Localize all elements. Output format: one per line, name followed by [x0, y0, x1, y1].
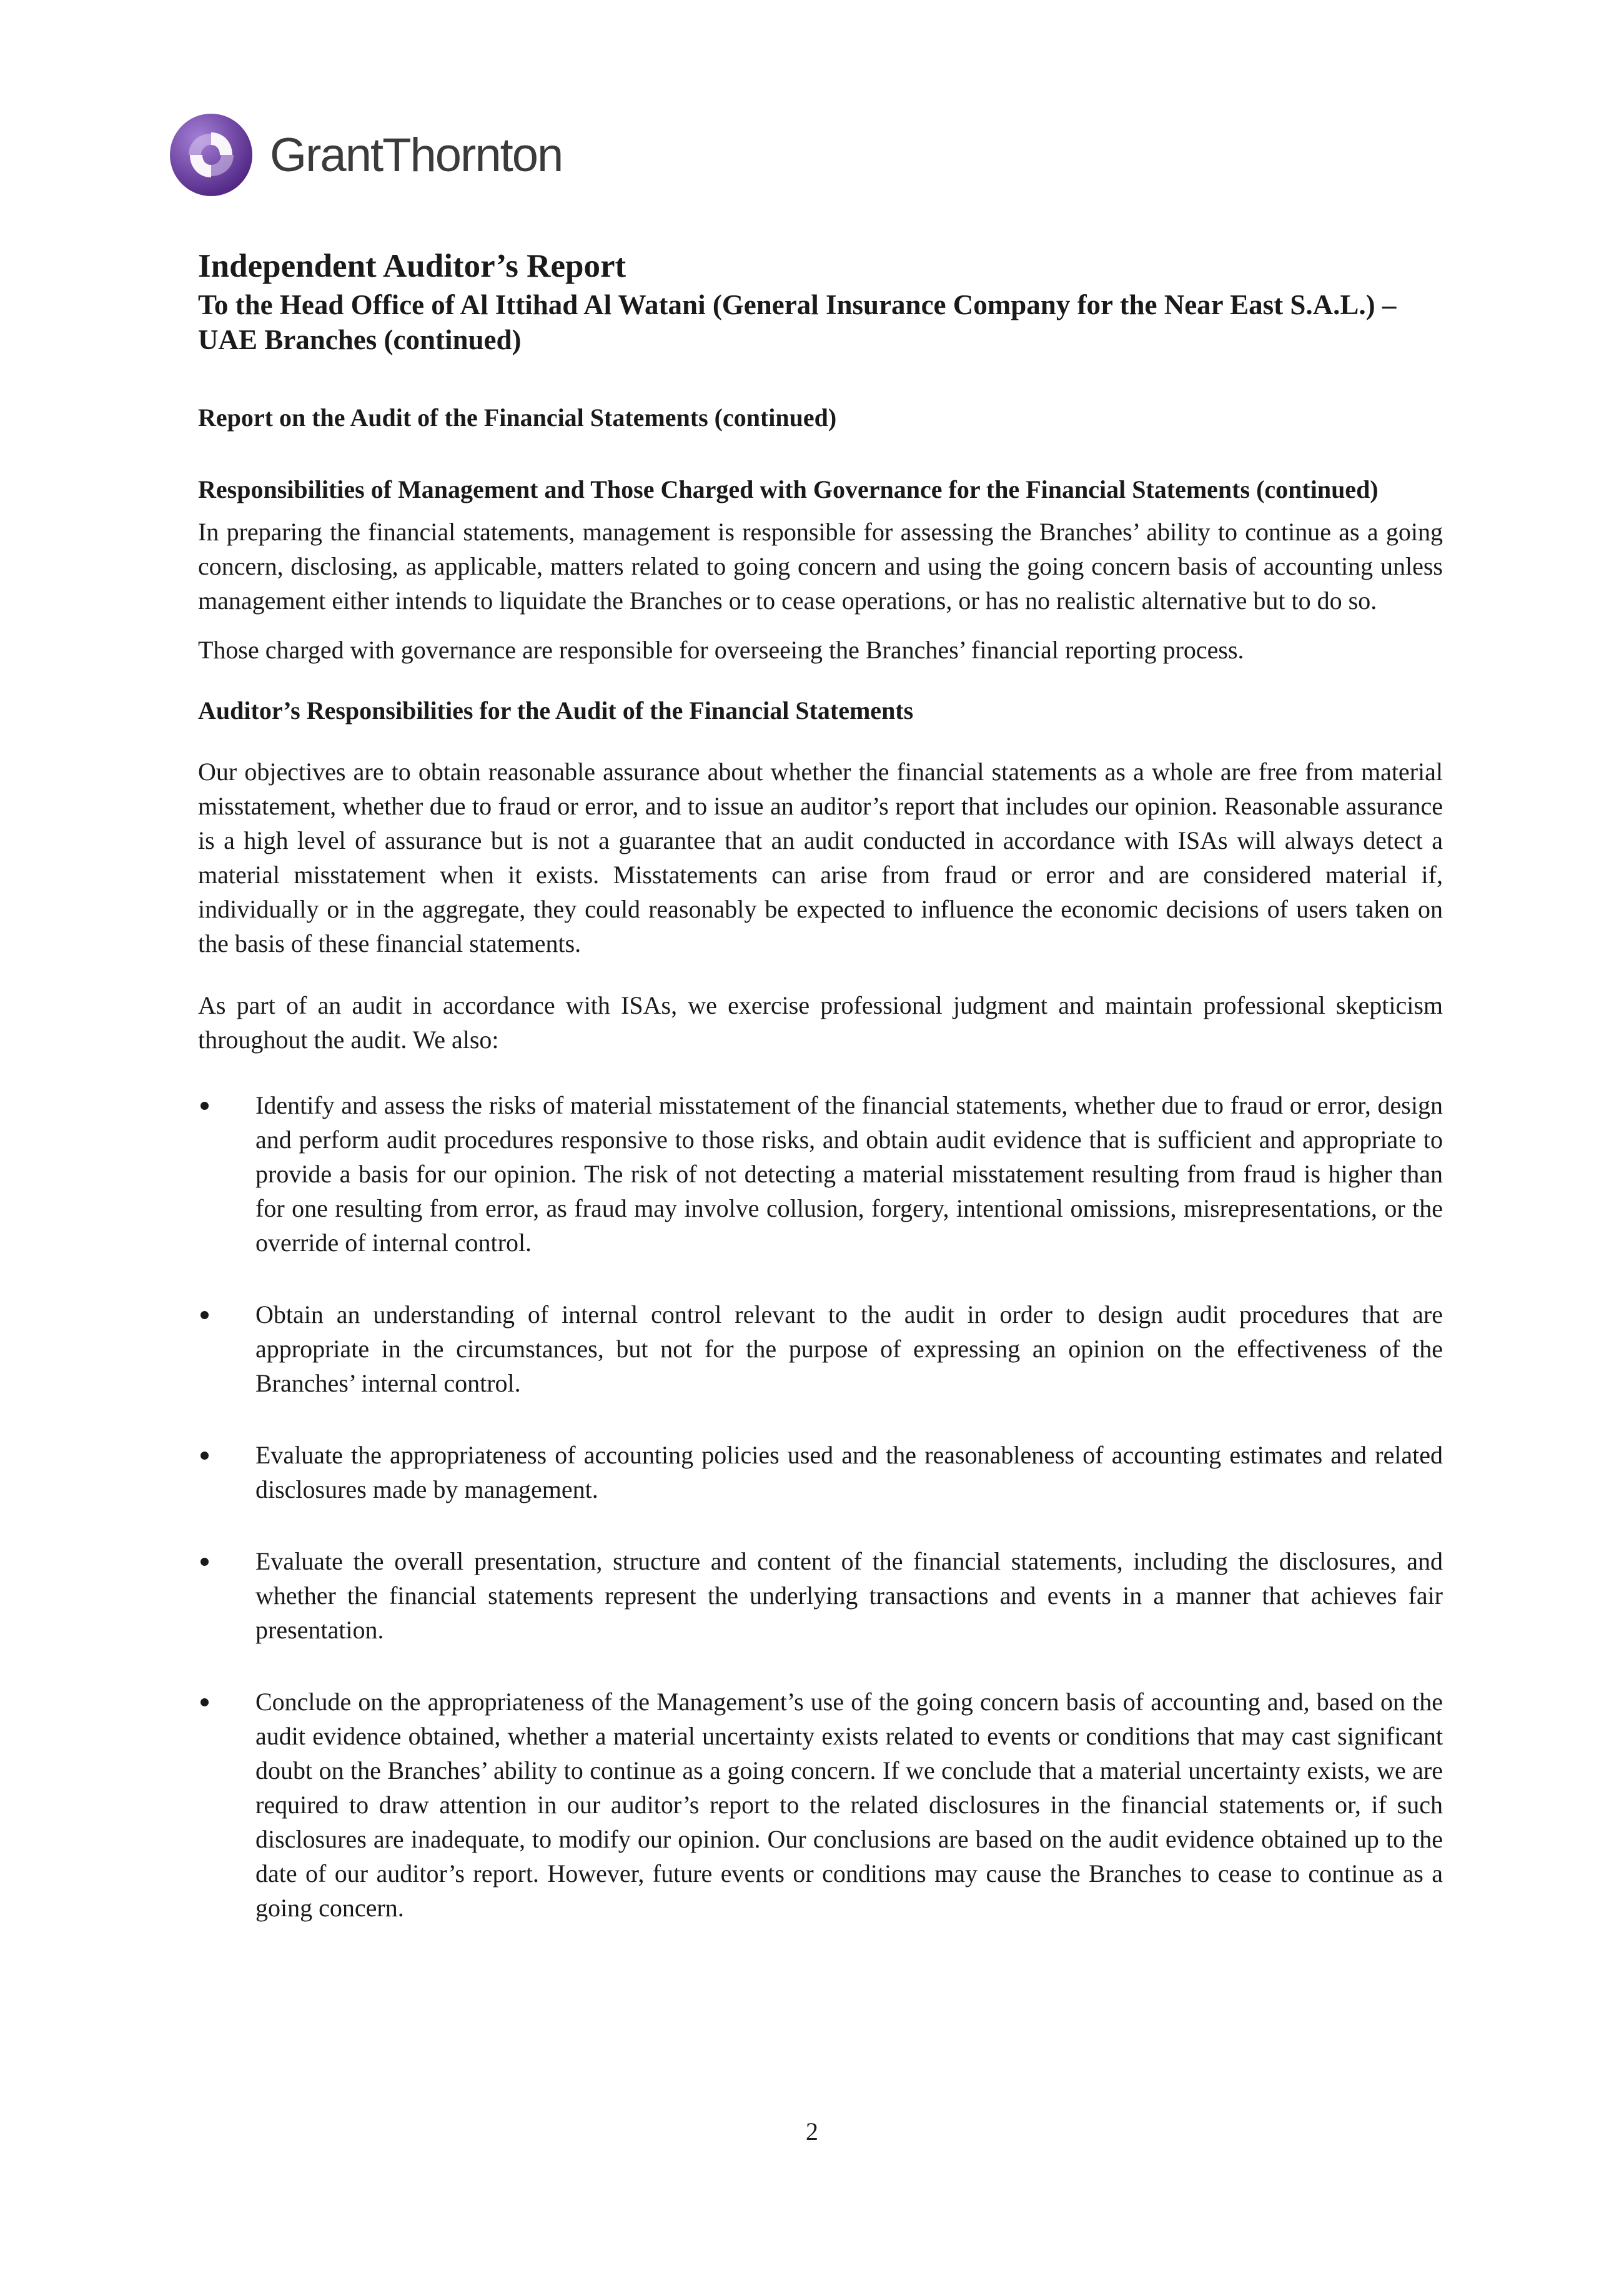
bullet-icon — [201, 1698, 209, 1706]
page-number: 2 — [806, 2117, 818, 2145]
auditor-responsibilities-list — [198, 1088, 1443, 1925]
report-section-heading: Report on the Audit of the Financial Statements (continued) — [198, 403, 837, 432]
management-paragraph-going-concern: In preparing the financial statements, management is responsible for assessing the Branches’ ability to continue as a going concern, disclosing, as applicable, matters related to going concern and using the going concern basis of accounting unless management either intends to liquidate the Branches or to cease operations, or has no realistic alternative but to do so. — [198, 518, 1443, 615]
company-logo — [167, 111, 562, 199]
management-paragraph-governance: Those charged with governance are responsible for overseeing the Branches’ financial reporting process. — [198, 636, 1244, 664]
bullet-icon — [201, 1102, 209, 1110]
auditor-responsibilities-heading: Auditor’s Responsibilities for the Audit of the Financial Statements — [198, 696, 914, 725]
list-item — [198, 1297, 1443, 1400]
list-item — [198, 1438, 1443, 1507]
list-item — [198, 1544, 1443, 1647]
grant-thornton-logo-icon — [167, 111, 255, 199]
list-item — [198, 1685, 1443, 1925]
list-item-text: Evaluate the overall presentation, structure and content of the financial statements, including the disclosures, and whether the financial statements represent the underlying transactions and events in a manner that achieves fair presentation. — [255, 1547, 1443, 1644]
list-item — [198, 1088, 1443, 1260]
bullet-icon — [201, 1452, 209, 1460]
report-body — [198, 245, 1443, 1925]
bullet-icon — [201, 1558, 209, 1566]
logo-text: GrantThornton — [270, 128, 563, 182]
report-title: Independent Auditor’s Report — [198, 248, 626, 284]
list-item-text: Identify and assess the risks of material misstatement of the financial statements, whether due to fraud or error, design and perform audit procedures responsive to those risks, and obtain audit evidence that is sufficient and appropriate to provide a basis for our opinion. The risk of not detecting a material misstatement resulting from fraud is higher than for one resulting from error, as fraud may involve collusion, forgery, intentional omissions, misrepresentations, or the override of internal control. — [255, 1091, 1443, 1257]
list-item-text: Conclude on the appropriateness of the Management’s use of the going concern basis of accounting and, based on the audit evidence obtained, whether a material uncertainty exists related to events or conditions that may cast significant doubt on the Branches’ ability to continue as a going concern. If we conclude that a material uncertainty exists, we are required to draw attention in our auditor’s report to the related disclosures in the financial statements or, if such disclosures are inadequate, to modify our opinion. Our conclusions are based on the audit evidence obtained up to the date of our auditor’s report. However, future events or conditions may cause the Branches to cease to continue as a going concern. — [255, 1688, 1443, 1922]
management-responsibilities-heading: Responsibilities of Management and Those Charged with Governance for the Financial Statements (continued) — [198, 475, 1379, 503]
bullet-icon — [201, 1311, 209, 1319]
auditor-paragraph-isa: As part of an audit in accordance with ISAs, we exercise professional judgment and maintain professional skepticism throughout the audit. We also: — [198, 991, 1443, 1054]
auditor-paragraph-objectives: Our objectives are to obtain reasonable assurance about whether the financial statements as a whole are free from material misstatement, whether due to fraud or error, and to issue an auditor’s report that includes our opinion. Reasonable assurance is a high level of assurance but is not a guarantee that an audit conducted in accordance with ISAs will always detect a material misstatement when it exists. Misstatements can arise from fraud or error and are considered material if, individually or in the aggregate, they could reasonably be expected to influence the economic decisions of users taken on the basis of these financial statements. — [198, 758, 1443, 957]
list-item-text: Obtain an understanding of internal control relevant to the audit in order to design audit procedures that are appropriate in the circumstances, but not for the purpose of expressing an opinion on the effectiveness of the Branches’ internal control. — [255, 1300, 1443, 1397]
list-item-text: Evaluate the appropriateness of accounting policies used and the reasonableness of accounting estimates and related disclosures made by management. — [255, 1441, 1443, 1503]
report-addressee: To the Head Office of Al Ittihad Al Watani (General Insurance Company for the Near East S.A.L.) – UAE Branches (continued) — [198, 289, 1397, 355]
